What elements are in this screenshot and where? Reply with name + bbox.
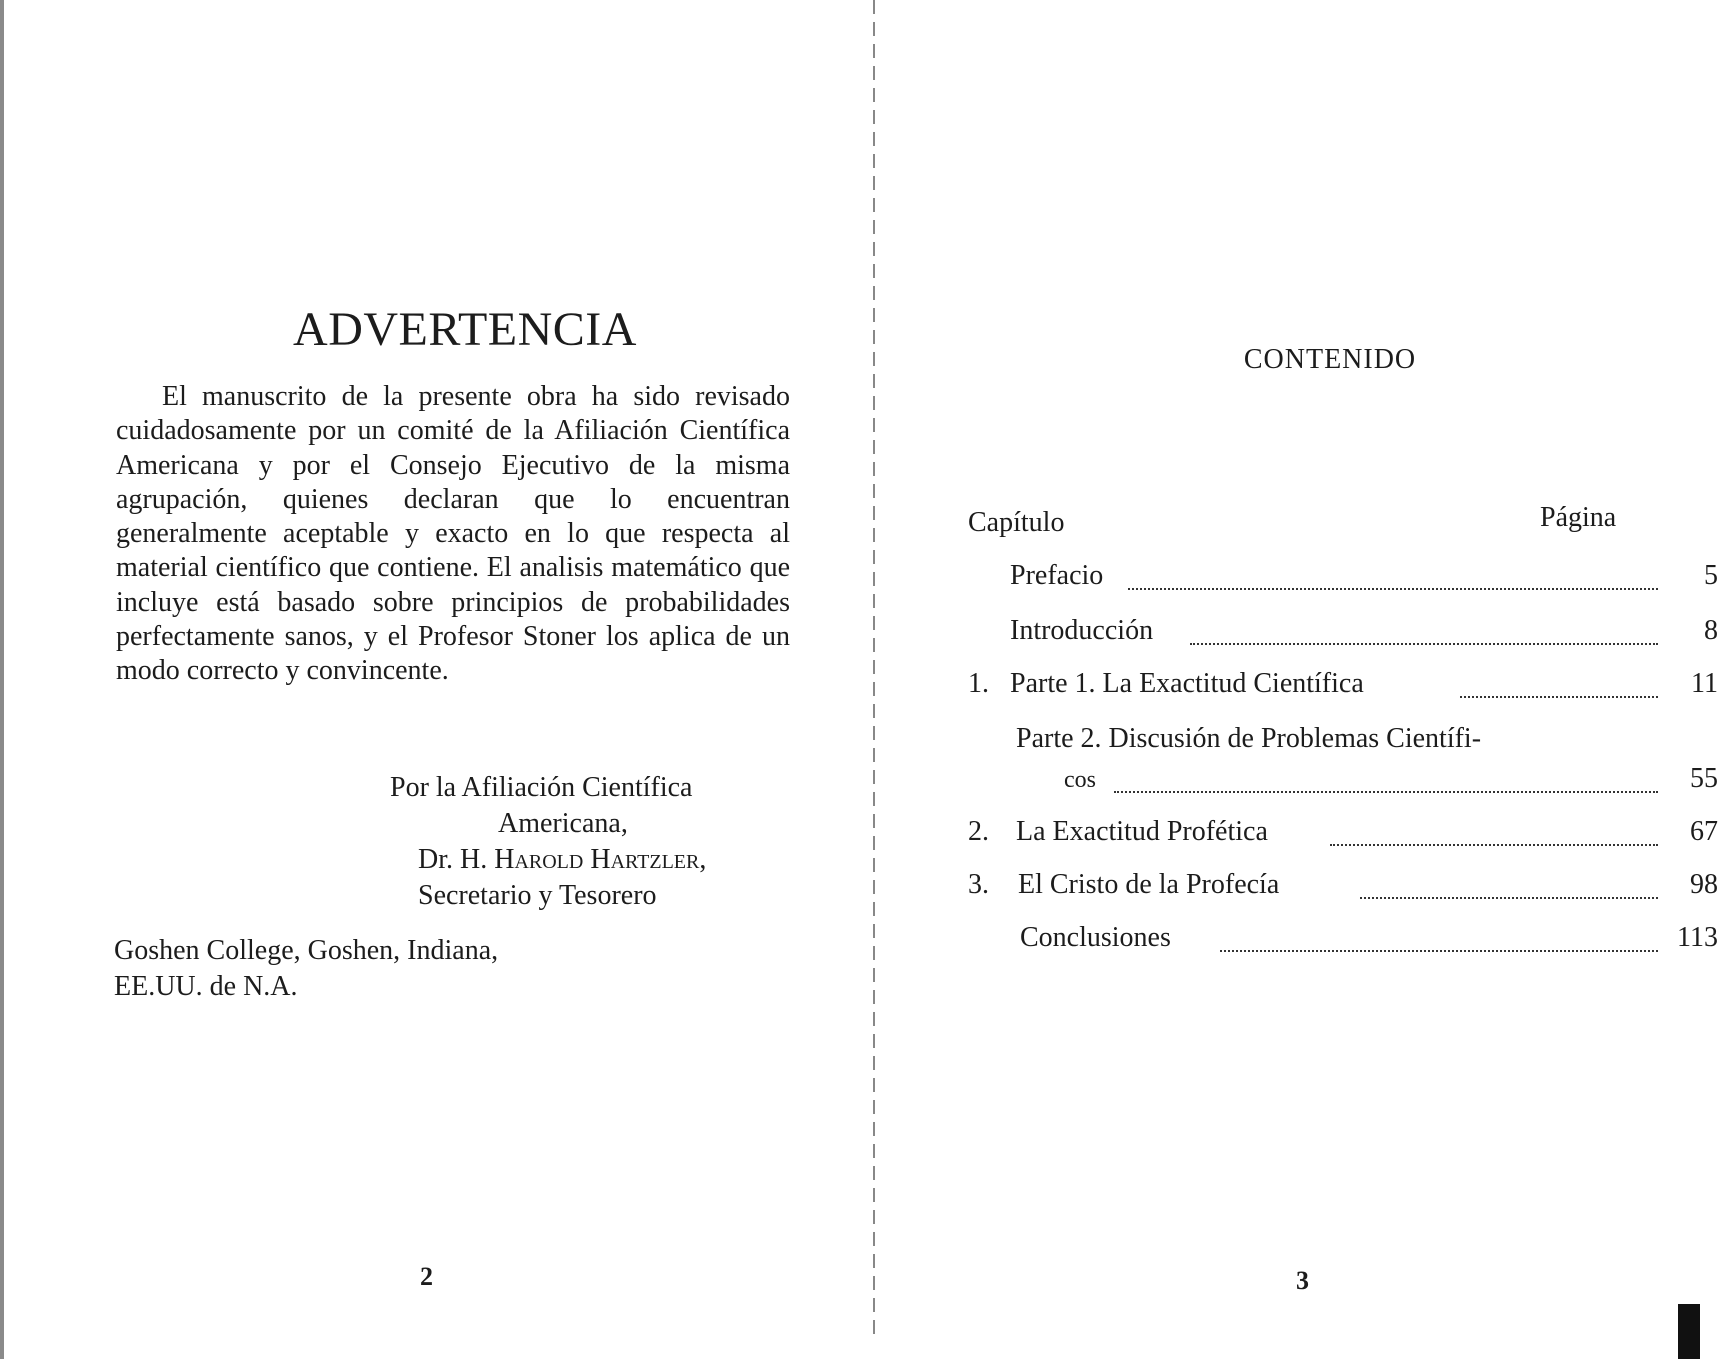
toc-entry-label: Introducción	[1010, 615, 1154, 646]
toc-entry	[968, 816, 1718, 856]
contents-title: CONTENIDO	[1243, 344, 1417, 375]
toc-entry-page: 98	[1690, 869, 1718, 900]
toc-entry-page: 67	[1690, 816, 1718, 847]
signature-line-2: Americana,	[498, 808, 628, 839]
toc-entry-page: 8	[1704, 615, 1718, 646]
address-block	[114, 933, 498, 1005]
toc-leader-dots	[1128, 588, 1658, 590]
toc-header-page: Página	[1540, 502, 1617, 533]
toc-entry	[968, 922, 1718, 962]
signature-role: Secretario y Tesorero	[418, 880, 657, 911]
toc-leader-dots	[1460, 696, 1658, 698]
left-page-number: 2	[420, 1262, 433, 1291]
toc-entry-label: Parte 1. La Exactitud Científica	[1010, 668, 1364, 699]
toc-entry	[968, 560, 1718, 600]
toc-entry-page: 5	[1704, 560, 1718, 591]
address-line-2: EE.UU. de N.A.	[114, 971, 298, 1002]
toc-leader-dots	[1360, 897, 1658, 899]
signature-line-1: Por la Afiliación Científica	[390, 772, 693, 803]
toc-entry-page: 55	[1690, 763, 1718, 794]
toc-entry-label: La Exactitud Profética	[1016, 816, 1268, 847]
toc-entry-number: 1.	[968, 668, 989, 699]
toc-leader-dots	[1330, 844, 1658, 846]
signature-name: Harold Hartzler,	[494, 844, 707, 875]
toc-leader-dots	[1114, 791, 1658, 793]
toc-entry	[968, 869, 1718, 909]
advertencia-title: ADVERTENCIA	[293, 303, 637, 356]
toc-header-chapter: Capítulo	[968, 507, 1065, 538]
signature-name-prefix: Dr. H.	[418, 844, 495, 875]
toc-entry-page: 11	[1691, 668, 1718, 699]
address-line-1: Goshen College, Goshen, Indiana,	[114, 935, 499, 966]
right-page-number: 3	[1296, 1266, 1309, 1295]
toc-entry-label: Conclusiones	[1020, 922, 1171, 953]
toc-entry-label: cos	[1064, 767, 1096, 793]
toc-entry	[968, 615, 1718, 655]
toc-entry-label: El Cristo de la Profecía	[1018, 869, 1280, 900]
signature-name-line	[390, 842, 706, 878]
toc-leader-dots	[1190, 643, 1658, 645]
advertencia-body: El manuscrito de la presente obra ha sido revisado cuidadosamente por un comité de la Afiliación Científica Americana y por el Consejo Ejecutivo de la misma agrupación, quienes declaran que lo encuentran generalmente aceptable y exacto en lo que respecta al material científico que contiene. El analisis matemático que incluye está basado sobre principios de probabilidades perfectamente sanos, y el Profesor Stoner los aplica de un modo correcto y convincente.	[116, 381, 790, 687]
right-page	[880, 0, 1718, 1359]
toc-leader-dots	[1220, 950, 1658, 952]
book-gutter	[873, 0, 875, 1340]
toc-entry-number: 3.	[968, 869, 989, 900]
toc-entry-label: Prefacio	[1010, 560, 1104, 591]
toc-entry	[968, 723, 1718, 763]
toc-entry	[968, 668, 1718, 708]
toc-entry-number: 2.	[968, 816, 989, 847]
signature-block	[390, 770, 706, 914]
toc-entry-page: 113	[1677, 922, 1718, 953]
toc-entry-label: Parte 2. Discusión de Problemas Científi-	[1016, 723, 1482, 754]
toc-entry-continued	[968, 763, 1718, 803]
